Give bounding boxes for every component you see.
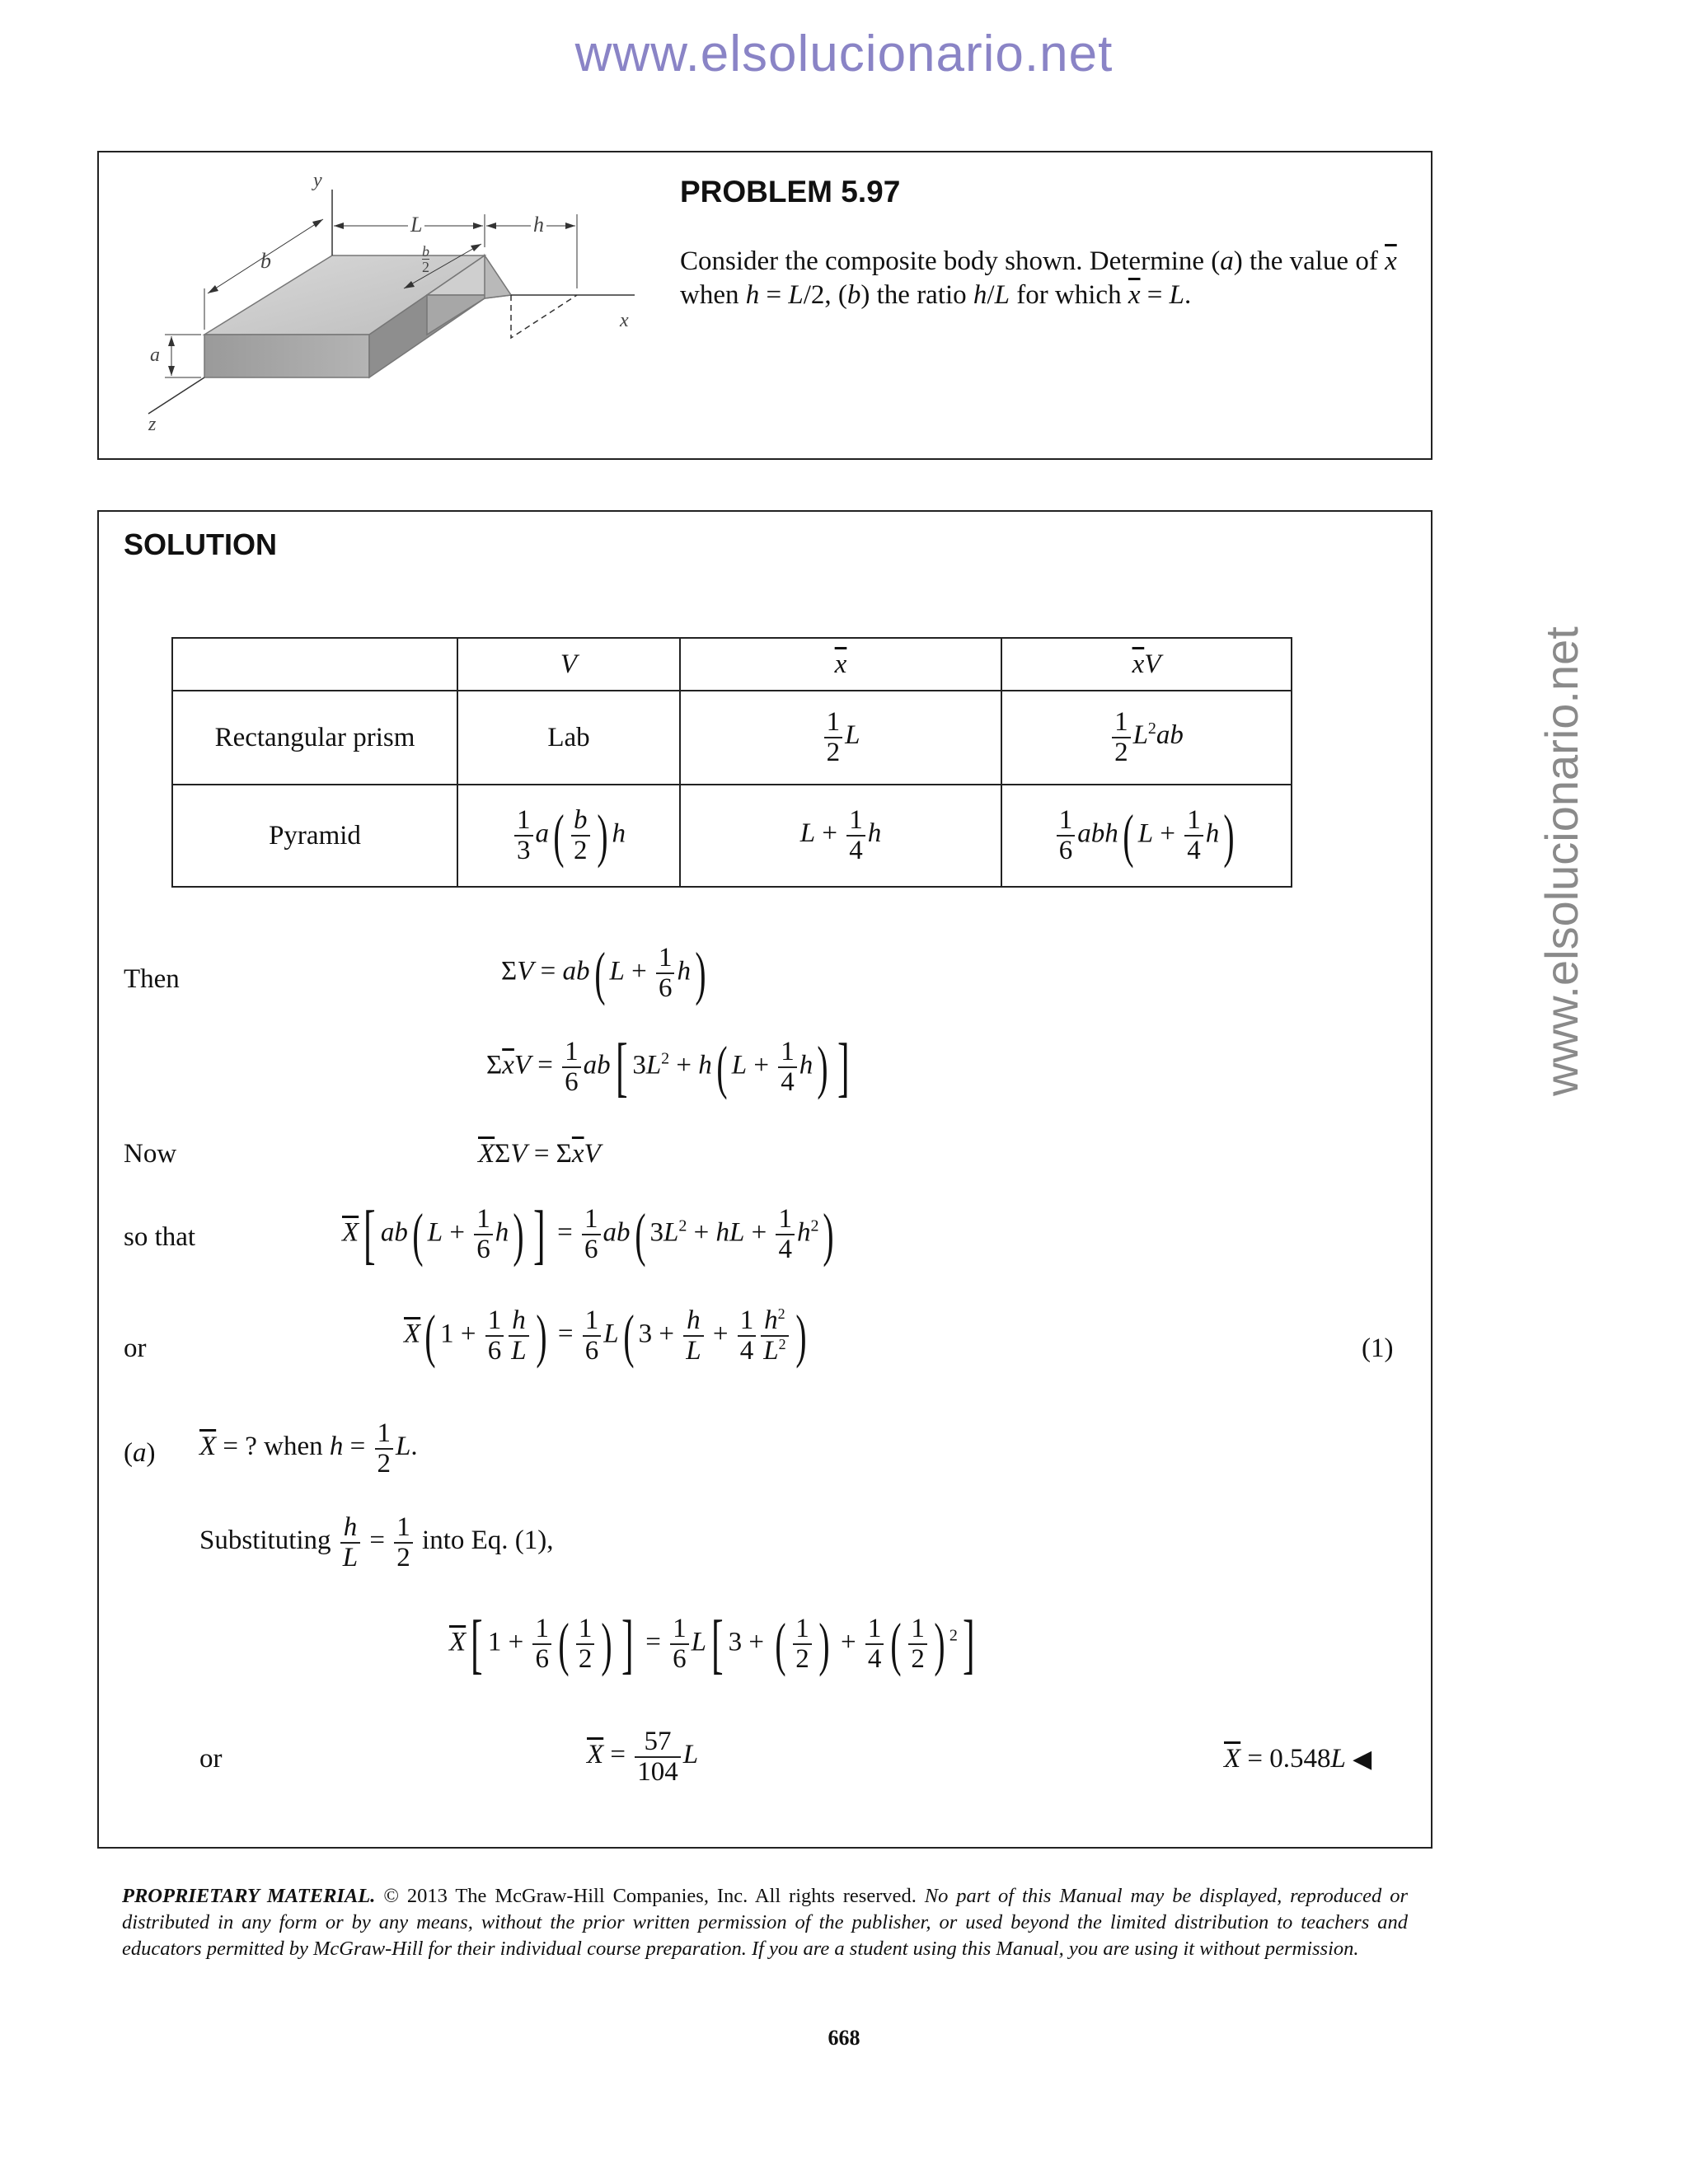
equation-result: $\overline{X}$ = $\frac{57}{104}$ L [587, 1727, 699, 1787]
figure-label-b-over-2: b 2 [422, 243, 429, 275]
solution-title: SOLUTION [124, 527, 277, 561]
problem-title: PROBLEM 5.97 [680, 175, 901, 209]
figure-label-x: x [620, 310, 629, 331]
properties-table [171, 637, 1292, 888]
table-cell-V: Lab [457, 691, 680, 785]
substituting-line: Substituting $\frac{h}{L}$ = $\frac{1}{2}$ into Eq. (1), [199, 1512, 554, 1572]
table-header-blank [172, 638, 457, 691]
table-cell-name: Rectangular prism [172, 691, 457, 785]
page-number: 668 [828, 2026, 860, 2050]
label-now: Now [124, 1139, 177, 1169]
figure-label-y: y [313, 170, 322, 191]
table-cell-V: $\frac{1}{3}$ a( $\frac{b}{2}$ ) h [457, 785, 680, 887]
figure-label-a: a [150, 344, 160, 366]
equation-one: $\overline{X}$( 1 + $\frac{1}{6}$ $\frac{h}{L}$ ) = $\frac{1}{6}$ L( 3 + $\frac{h}{L}$ + $\frac{1}{4}$ $\frac{h^2}{L^2}$ ) [404, 1303, 807, 1369]
label-so-that: so that [124, 1222, 196, 1252]
equation-now: $\overline{X}\Sigma V = \Sigma\overline{x}V$ [478, 1139, 601, 1169]
equation-so-that: $\overline{X}$[ ab( L + $\frac{1}{6}$ h) ] = $\frac{1}{6}$ ab( $3L^2$ + hL + $\frac{1}{4}$ $h^2$) [342, 1198, 835, 1271]
problem-statement: Consider the composite body shown. Determine (a) the value of $\overline{x}$ when h = L/2, (b) the ratio h/L for which $\overline{x} = L$. [680, 246, 1397, 310]
watermark-side: www.elsolucionario.net [1536, 626, 1587, 1096]
table-header-V: V [457, 638, 680, 691]
table-cell-xbarV: $\frac{1}{6}$ abh( L + $\frac{1}{4}$ h) [1001, 785, 1292, 887]
hidden-edges [511, 295, 577, 338]
table-row [172, 785, 1292, 887]
table-cell-xbar: $\frac{1}{2}$ L [680, 691, 1001, 785]
label-part-a: (a) [124, 1438, 156, 1468]
equation-part-a: $\overline{X}$ = ? when h = $\frac{1}{2}$ L. [199, 1418, 418, 1479]
label-then: Then [124, 964, 180, 994]
equation-sum-xV: $\Sigma\overline{x}V$ = $\frac{1}{6}$ ab[ $3L^2 + h$( L + $\frac{1}{4}$ h) ] [486, 1031, 850, 1104]
footer-copyright: PROPRIETARY MATERIAL. © 2013 The McGraw-Hill Companies, Inc. All rights reserved. No part of this Manual may be displayed, reproduced or distributed in any form or by any means, without the prior written permission of the publisher, or used beyond the limited distribution to teachers and educators permitted by McGraw-Hill for their individual course preparation. If you are a student using this Manual, you are using it without permission. [122, 1885, 1408, 1960]
answer-marker-icon: ◀ [1353, 1746, 1372, 1773]
table-header-xbar: $\overline{x}$ [680, 638, 1001, 691]
figure-label-b: b [260, 249, 271, 273]
table-cell-xbarV: $\frac{1}{2}$ $L^2ab$ [1001, 691, 1292, 785]
figure-label-h: h [531, 213, 546, 237]
table-row [172, 691, 1292, 785]
table-cell-xbar: L + $\frac{1}{4}$ h [680, 785, 1001, 887]
equation-substituted: $\overline{X}$[ 1 + $\frac{1}{6}$ ( $\frac{1}{2}$ ) ] = $\frac{1}{6}$ L[ 3 + ( $\frac{1}{2}$ ) + $\frac{1}{4}$ ( $\frac{1}{2}$ ) $^2$] [449, 1608, 975, 1680]
figure-label-z: z [148, 414, 157, 435]
prism-front-face [204, 335, 369, 377]
label-or-final: or [199, 1744, 223, 1774]
equation-sum-V: ΣV = ab( L + $\frac{1}{6}$ h) [501, 940, 706, 1006]
label-or: or [124, 1333, 147, 1363]
figure-label-L: L [408, 213, 424, 237]
answer: $\overline{X} = 0.548L$ ◀ [1224, 1744, 1372, 1774]
watermark-top: www.elsolucionario.net [574, 26, 1114, 82]
z-axis [148, 377, 204, 414]
equation-number: (1) [1362, 1333, 1394, 1363]
composite-body-figure [132, 165, 659, 445]
table-cell-name: Pyramid [172, 785, 457, 887]
table-header-xbarV: $\overline{x}V$ [1001, 638, 1292, 691]
